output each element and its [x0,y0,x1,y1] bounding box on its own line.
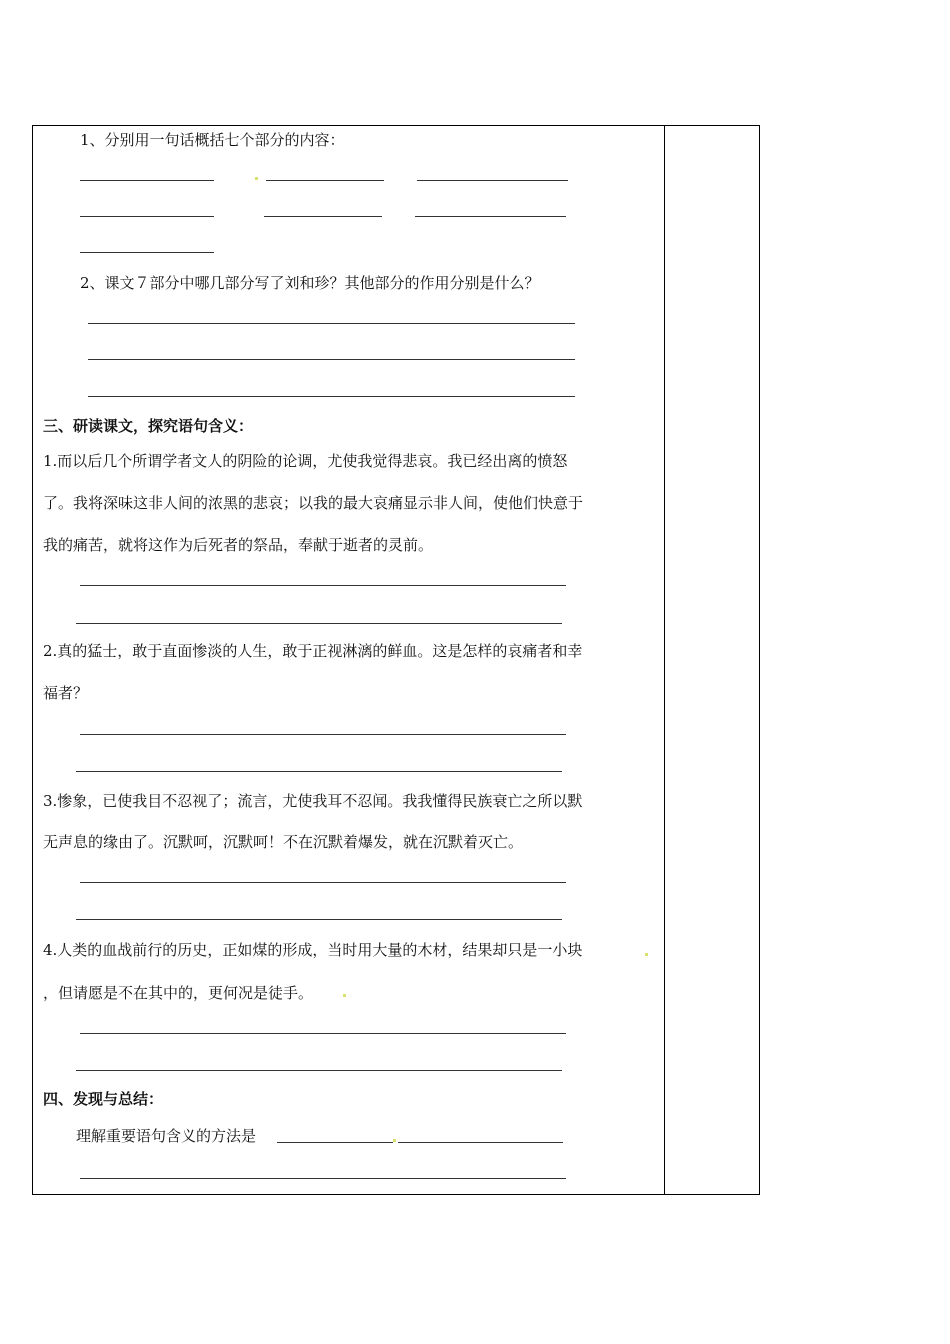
answer-blank[interactable] [264,216,382,217]
item-3-line-2: 无声息的缘由了。沉默呵，沉默呵！不在沉默着爆发，就在沉默着灭亡。 [43,833,524,851]
answer-line[interactable] [76,1070,562,1071]
answer-blank[interactable] [80,252,214,253]
section-4-heading: 四、发现与总结： [43,1090,164,1108]
answer-line[interactable] [76,771,562,772]
answer-blank[interactable] [266,180,384,181]
dot-mark [343,994,346,997]
answer-blank[interactable] [398,1142,563,1143]
answer-blank[interactable] [80,180,214,181]
answer-line[interactable] [80,1033,566,1034]
answer-line[interactable] [88,359,575,360]
dot-mark [255,177,258,180]
answer-line[interactable] [76,919,562,920]
item-1-line-3: 我的痛苦，就将这作为后死者的祭品，奉献于逝者的灵前。 [43,536,434,554]
question-2: 2、课文７部分中哪几部分写了刘和珍？其他部分的作用分别是什么？ [80,274,540,292]
answer-line[interactable] [76,623,562,624]
section-3-heading: 三、研读课文，探究语句含义： [43,417,254,435]
item-4-line-1: 4.人类的血战前行的历史，正如煤的形成，当时用大量的木材，结果却只是一小块 [43,941,583,959]
item-1-line-1: 1.而以后几个所谓学者文人的阴险的论调，尤使我觉得悲哀。我已经出离的愤怒 [43,452,568,470]
table-column-divider [664,125,665,1195]
item-2-line-2: 福者？ [43,684,89,702]
answer-line[interactable] [88,396,575,397]
item-3-line-1: 3.惨象，已使我目不忍视了；流言，尤使我耳不忍闻。我我懂得民族衰亡之所以默 [43,792,583,810]
answer-line[interactable] [88,323,575,324]
dot-mark [645,953,648,956]
answer-blank[interactable] [417,180,568,181]
answer-blank[interactable] [277,1142,393,1143]
answer-line[interactable] [80,734,566,735]
answer-blank[interactable] [80,216,214,217]
method-prompt: 理解重要语句含义的方法是 [76,1127,257,1145]
dot-mark [393,1139,396,1142]
answer-line[interactable] [80,1178,566,1179]
item-1-line-2: 了。我将深味这非人间的浓黑的悲哀；以我的最大哀痛显示非人间，使他们快意于 [43,494,584,512]
item-4-line-2: ，但请愿是不在其中的，更何况是徒手。 [43,984,314,1002]
answer-line[interactable] [80,882,566,883]
answer-blank[interactable] [415,216,566,217]
item-2-line-1: 2.真的猛士，敢于直面惨淡的人生，敢于正视淋漓的鲜血。这是怎样的哀痛者和幸 [43,642,583,660]
question-1: 1、分别用一句话概括七个部分的内容： [80,131,345,149]
answer-line[interactable] [80,585,566,586]
